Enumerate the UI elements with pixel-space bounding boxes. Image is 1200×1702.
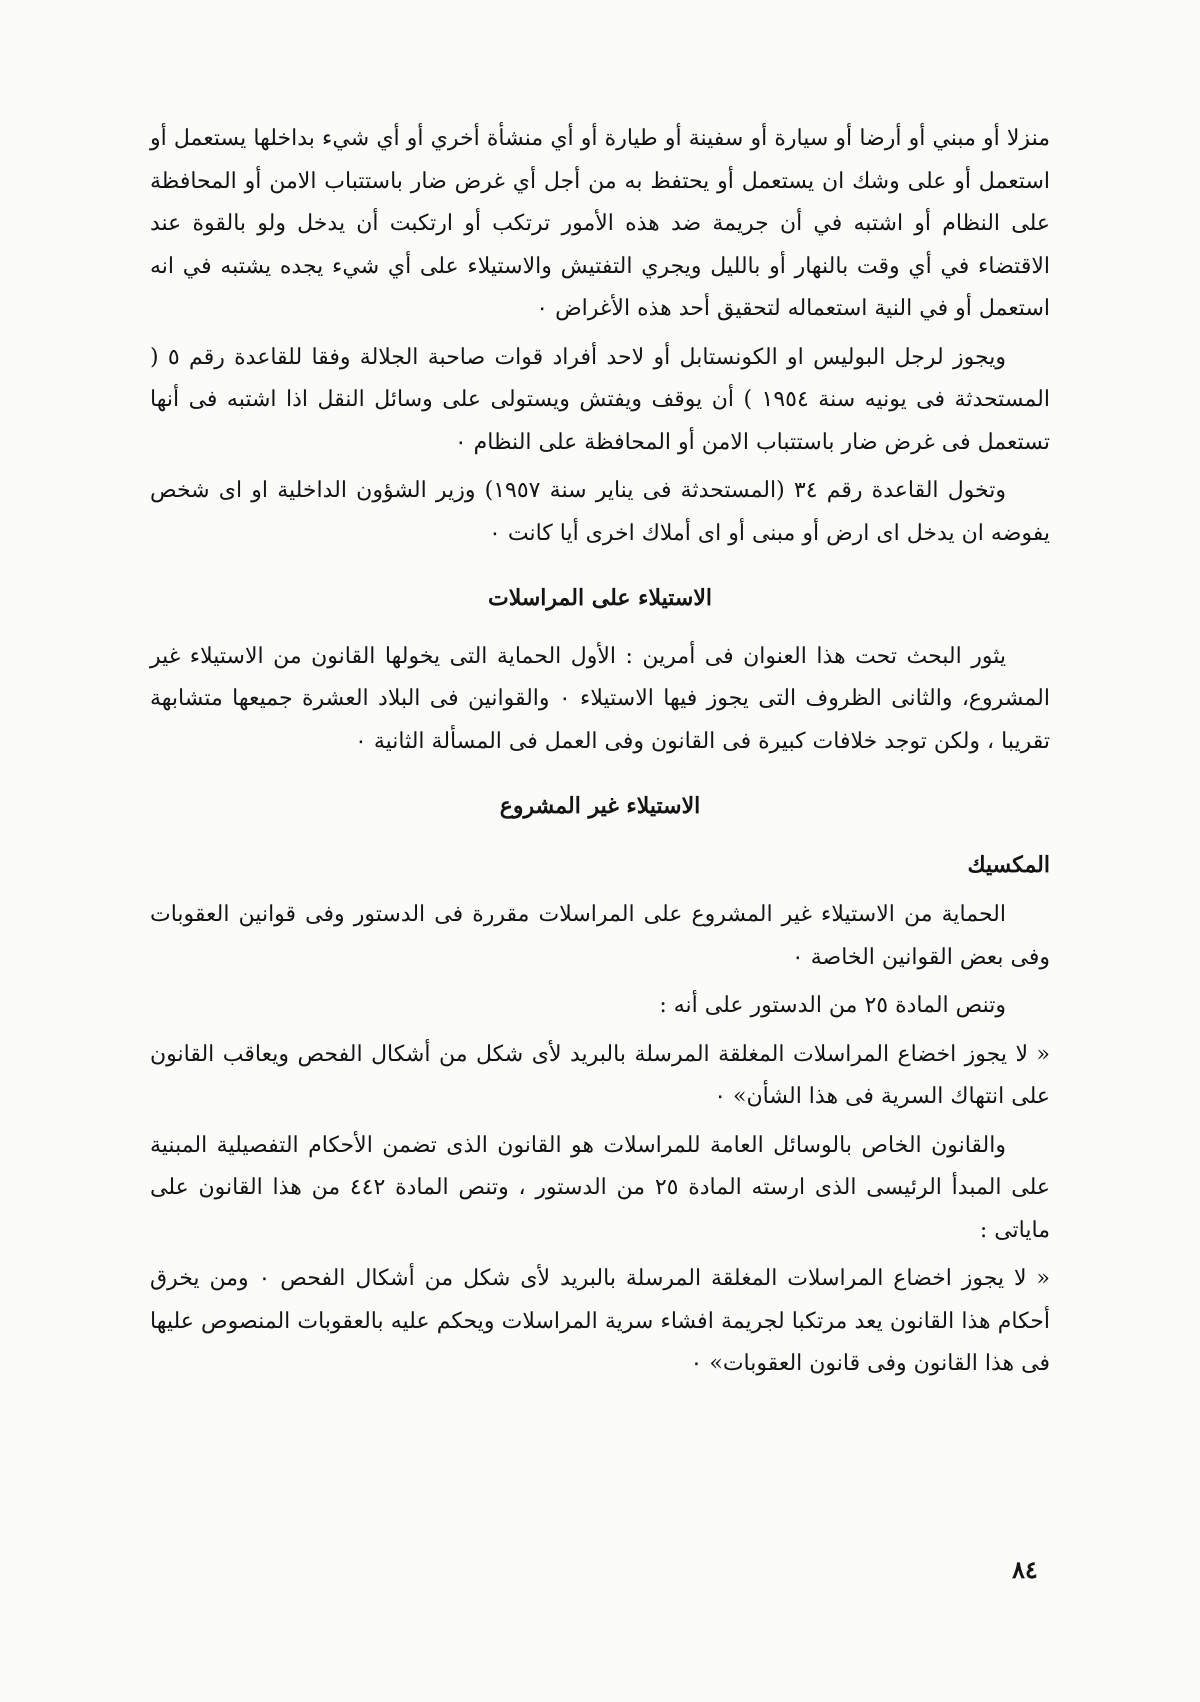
section-heading-unlawful-seizure: الاستيلاء غير المشروع [499, 793, 701, 819]
paragraph-communications-law: والقانون الخاص بالوسائل العامة للمراسلات هو القانون الذى تضمن الأحكام التفصيلية المبنية على المبدأ الرئيسى الذى ارسته المادة ٢٥ من الدستور ، وتنص المادة ٤٤٢ من هذا القانون على ماياتى : [150, 1132, 1050, 1243]
paragraph-two-issues: يثور البحث تحت هذا العنوان فى أمرين : الأول الحماية التى يخولها القانون من الاستيلاء غير المشروع، والثانى الظروف التى يجوز فيها الاستيلاء ٠ والقوانين فى البلاد العشرة جميعها متشابهة تقريبا ، ولكن توجد خلافات كبيرة فى القانون وفى العمل فى المسألة الثانية ٠ [150, 643, 1050, 754]
paragraph-search-powers: منزلا أو مبني أو أرضا أو سيارة أو سفينة أو طيارة أو أي منشأة أخري أو أي شيء بداخلها يستعمل أو استعمل أو على وشك ان يستعمل أو يحتفظ به من أجل أي غرض ضار باستتباب الامن أو المحافظة على النظام أو اشتبه في أن جريمة ضد هذه الأمور ترتكب أو ارتكبت أن يدخل ولو بالقوة عند الاقتضاء في أي وقت بالنهار أو بالليل ويجري التفتيش والاستيلاء على أي شيء يجده يشتبه في انه استعمل أو في النية استعماله لتحقيق أحد هذه الأغراض ٠ [150, 126, 1050, 321]
paragraph-police-powers: ويجوز لرجل البوليس او الكونستابل أو لاحد أفراد قوات صاحبة الجلالة وفقا للقاعدة رقم ٥ ( المستحدثة فى يونيه سنة ١٩٥٤ ) أن يوقف ويفتش ويستولى على وسائل النقل اذا اشتبه فى أنها تستعمل فى غرض ضار باستتباب الامن أو المحافظة على النظام ٠ [150, 344, 1050, 455]
paragraph-protection: الحماية من الاستيلاء غير المشروع على المراسلات مقررة فى الدستور وفى قوانين العقوبات وفى بعض القوانين الخاصة ٠ [150, 902, 1050, 970]
quote-article-25: « لا يجوز اخضاع المراسلات المغلقة المرسلة بالبريد لأى شكل من أشكال الفحص ويعاقب القانون على انتهاك السرية فى هذا الشأن» ٠ [150, 1041, 1050, 1109]
quote-article-442: « لا يجوز اخضاع المراسلات المغلقة المرسلة بالبريد لأى شكل من أشكال الفحص ٠ ومن يخرق أحكام هذا القانون يعد مرتكبا لجريمة افشاء سرية المراسلات ويحكم عليه بالعقوبات المنصوص عليها فى هذا القانون وفى قانون العقوبات» ٠ [150, 1266, 1050, 1376]
section-heading-correspondence: الاستيلاء على المراسلات [488, 585, 712, 611]
paragraph-article-25: وتنص المادة ٢٥ من الدستور على أنه : [659, 993, 1006, 1018]
page-number: ٨٤ [1012, 1555, 1038, 1584]
paragraph-rule-34: وتخول القاعدة رقم ٣٤ (المستحدثة فى يناير سنة ١٩٥٧) وزير الشؤون الداخلية او اى شخص يفوضه ان يدخل اى ارض أو مبنى أو اى أملاك اخرى أيا كانت ٠ [150, 478, 1050, 546]
country-heading: المكسيك [967, 851, 1050, 878]
page-body [150, 118, 1050, 1392]
